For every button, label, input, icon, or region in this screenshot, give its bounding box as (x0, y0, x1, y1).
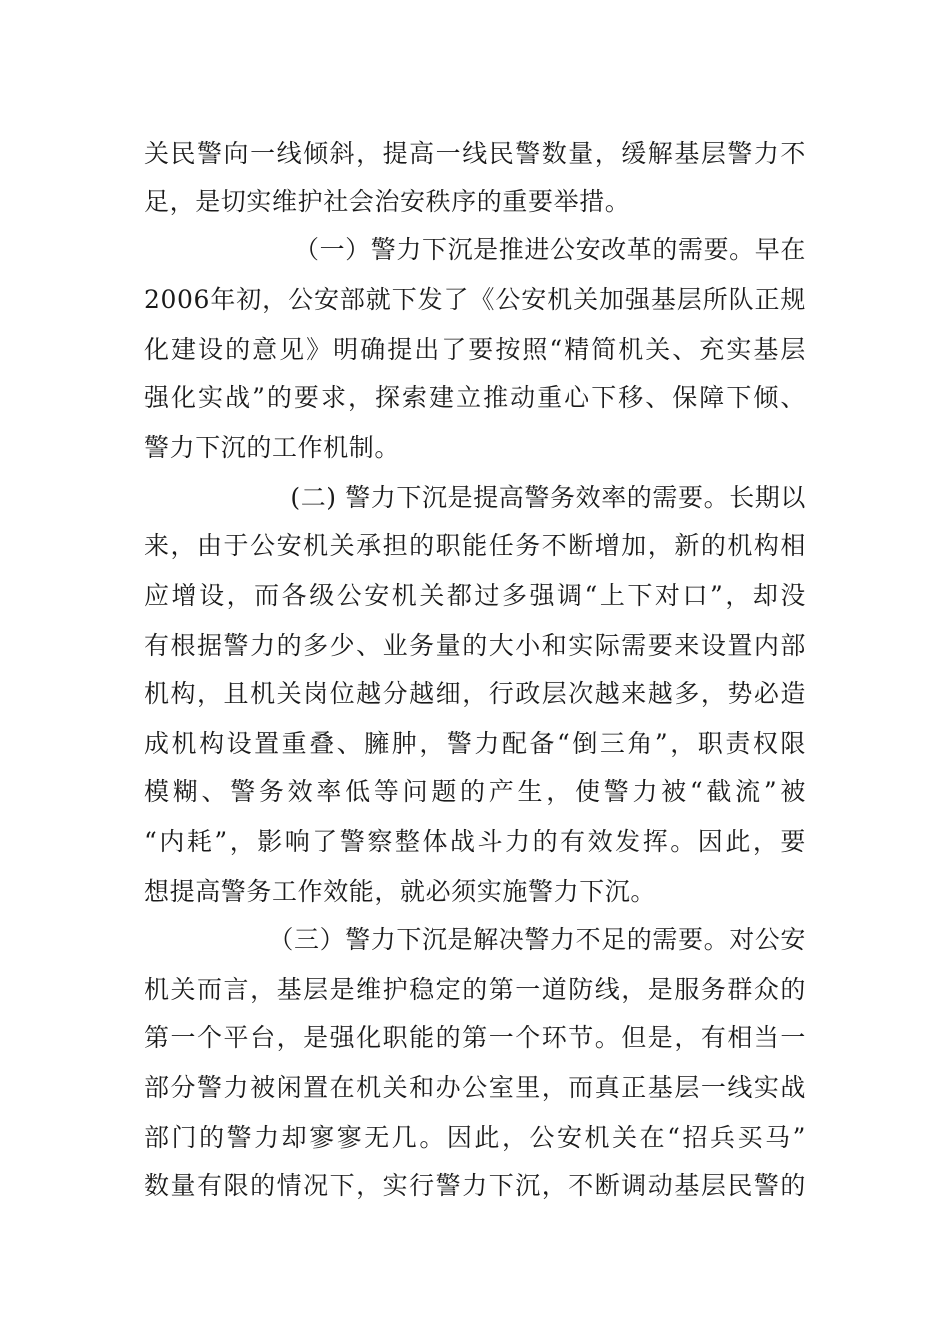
paragraph-line: 数量有限的情况下，实行警力下沉，不断调动基层民警的 (144, 1171, 806, 1200)
paragraph-line: 机关而言，基层是维护稳定的第一道防线，是服务群众的 (144, 975, 806, 1004)
paragraph-line: 足，是切实维护社会治安秩序的重要举措。 (144, 187, 631, 216)
paragraph-line: 成机构设置重叠、臃肿，警力配备“倒三角”，职责权限 (144, 729, 806, 758)
paragraph-line: 来，由于公安机关承担的职能任务不断增加，新的机构相 (144, 531, 806, 560)
paragraph-line: 化建设的意见》明确提出了要按照“精简机关、充实基层 (144, 335, 806, 364)
paragraph-line: 机构，且机关岗位越分越细，行政层次越来越多，势必造 (144, 679, 806, 708)
paragraph-line: 部分警力被闲置在机关和办公室里，而真正基层一线实战 (144, 1073, 806, 1102)
paragraph-line: 模糊、警务效率低等问题的产生，使警力被“截流”被 (144, 777, 806, 806)
paragraph-line: 部门的警力却寥寥无几。因此，公安机关在“招兵买马” (144, 1123, 806, 1152)
section-heading-line: （一）警力下沉是推进公安改革的需要。早在 (293, 235, 806, 264)
paragraph-line: 想提高警务工作效能，就必须实施警力下沉。 (144, 877, 657, 906)
paragraph-line: “内耗”，影响了警察整体战斗力的有效发挥。因此，要 (144, 827, 806, 856)
section-heading-line: (二) 警力下沉是提高警务效率的需要。长期以 (290, 483, 806, 512)
paragraph-line: 有根据警力的多少、业务量的大小和实际需要来设置内部 (144, 631, 806, 660)
paragraph-line: 2006年初，公安部就下发了《公安机关加强基层所队正规 (144, 285, 806, 314)
section-heading-line: （三）警力下沉是解决警力不足的需要。对公安 (268, 925, 806, 954)
paragraph-line: 第一个平台，是强化职能的第一个环节。但是，有相当一 (144, 1023, 806, 1052)
paragraph-line: 警力下沉的工作机制。 (144, 433, 401, 462)
paragraph-line: 应增设，而各级公安机关都过多强调“上下对口”，却没 (144, 581, 806, 610)
paragraph-line: 强化实战”的要求，探索建立推动重心下移、保障下倾、 (144, 383, 806, 412)
paragraph-line: 关民警向一线倾斜，提高一线民警数量，缓解基层警力不 (144, 139, 806, 168)
